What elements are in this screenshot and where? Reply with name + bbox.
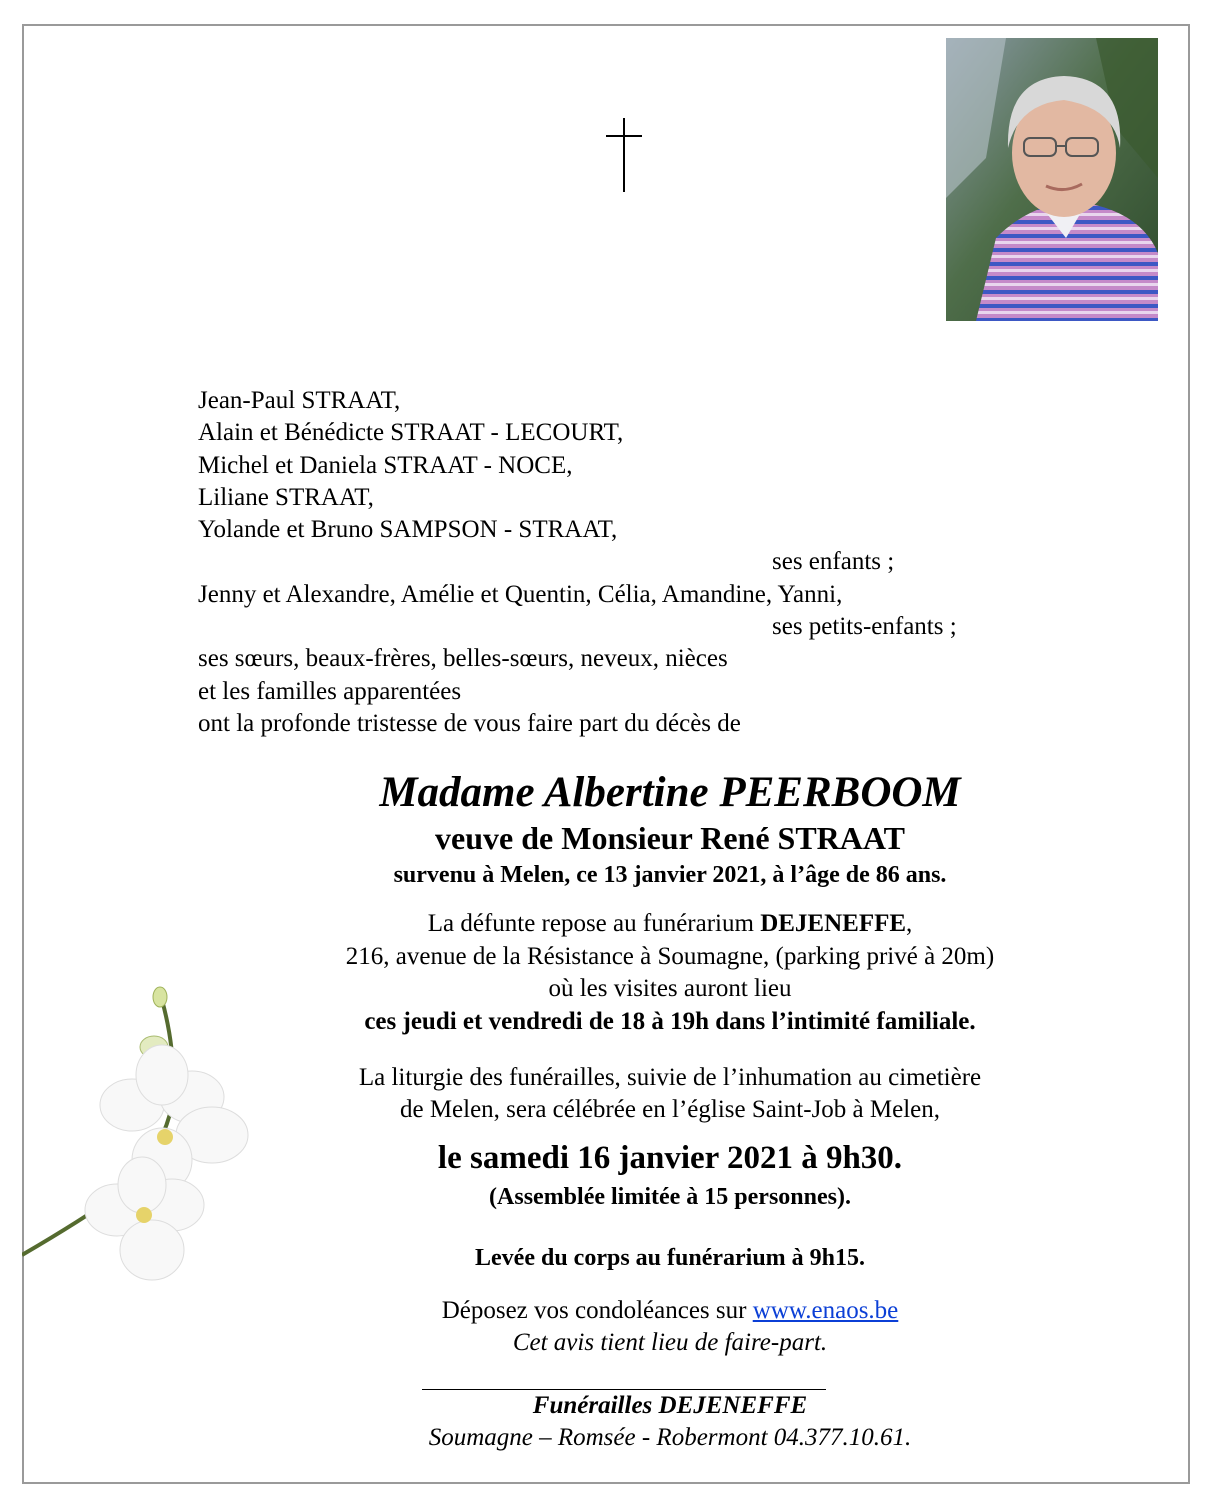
levee-du-corps: Levée du corps au funérarium à 9h15.: [475, 1245, 865, 1271]
family-member: Michel et Daniela STRAAT - NOCE,: [198, 451, 573, 479]
family-member: Liliane STRAAT,: [198, 483, 374, 511]
footer-company: Funérailles DEJENEFFE: [532, 1392, 808, 1419]
funeral-date: le samedi 16 janvier 2021 à 9h30.: [437, 1140, 903, 1176]
condolences-link[interactable]: www.enaos.be: [752, 1297, 899, 1324]
relatives-line-1: ses sœurs, beaux-frères, belles-sœurs, neveux, nièces: [198, 645, 728, 673]
announcement: ont la profonde tristesse de vous faire part du décès de: [198, 709, 741, 737]
assembly-limit: (Assemblée limitée à 15 personnes).: [489, 1184, 851, 1210]
rest-address: 216, avenue de la Résistance à Soumagne, (parking privé à 20m): [345, 943, 995, 970]
relatives-line-2: et les familles apparentées: [198, 677, 462, 705]
footer-divider: [422, 1389, 826, 1390]
orchid-image: [22, 985, 284, 1285]
grandchildren: Jenny et Alexandre, Amélie et Quentin, Célia, Amandine, Yanni,: [198, 580, 843, 608]
liturgy-line-1: La liturgie des funérailles, suivie de l’inhumation au cimetière: [358, 1064, 982, 1091]
footer-locations: Soumagne – Romsée - Robermont 04.377.10.61.: [428, 1424, 912, 1451]
deceased-name: Madame Albertine PEERBOOM: [379, 769, 961, 816]
notice-text: Cet avis tient lieu de faire-part.: [512, 1329, 828, 1356]
family-member: Jean-Paul STRAAT,: [198, 387, 401, 414]
children-label: ses enfants ;: [772, 548, 895, 576]
grandchildren-label: ses petits-enfants ;: [772, 613, 957, 641]
family-member: Yolande et Bruno SAMPSON - STRAAT,: [198, 516, 618, 544]
widow-of: veuve de Monsieur René STRAAT: [435, 820, 905, 856]
visits-time: ces jeudi et vendredi de 18 à 19h dans l’intimité familiale.: [364, 1008, 976, 1035]
portrait-photo: [946, 38, 1158, 321]
condolences-prefix: Déposez vos condoléances sur: [441, 1297, 753, 1324]
cross-icon: [606, 118, 642, 192]
condolences-line: [160, 1297, 1180, 1325]
liturgy-line-2: de Melen, sera célébrée en l’église Saint-Job à Melen,: [399, 1096, 941, 1123]
rest-line-1: [160, 910, 1180, 938]
rest-suffix: ,: [906, 910, 913, 937]
family-list: [198, 385, 998, 740]
funeral-home-name: DEJENEFFE: [760, 910, 907, 937]
death-info: survenu à Melen, ce 13 janvier 2021, à l’âge de 86 ans.: [393, 862, 947, 888]
visits-info: où les visites auront lieu: [548, 975, 792, 1002]
family-member: Alain et Bénédicte STRAAT - LECOURT,: [198, 419, 624, 447]
rest-prefix: La défunte repose au funérarium: [427, 910, 761, 937]
